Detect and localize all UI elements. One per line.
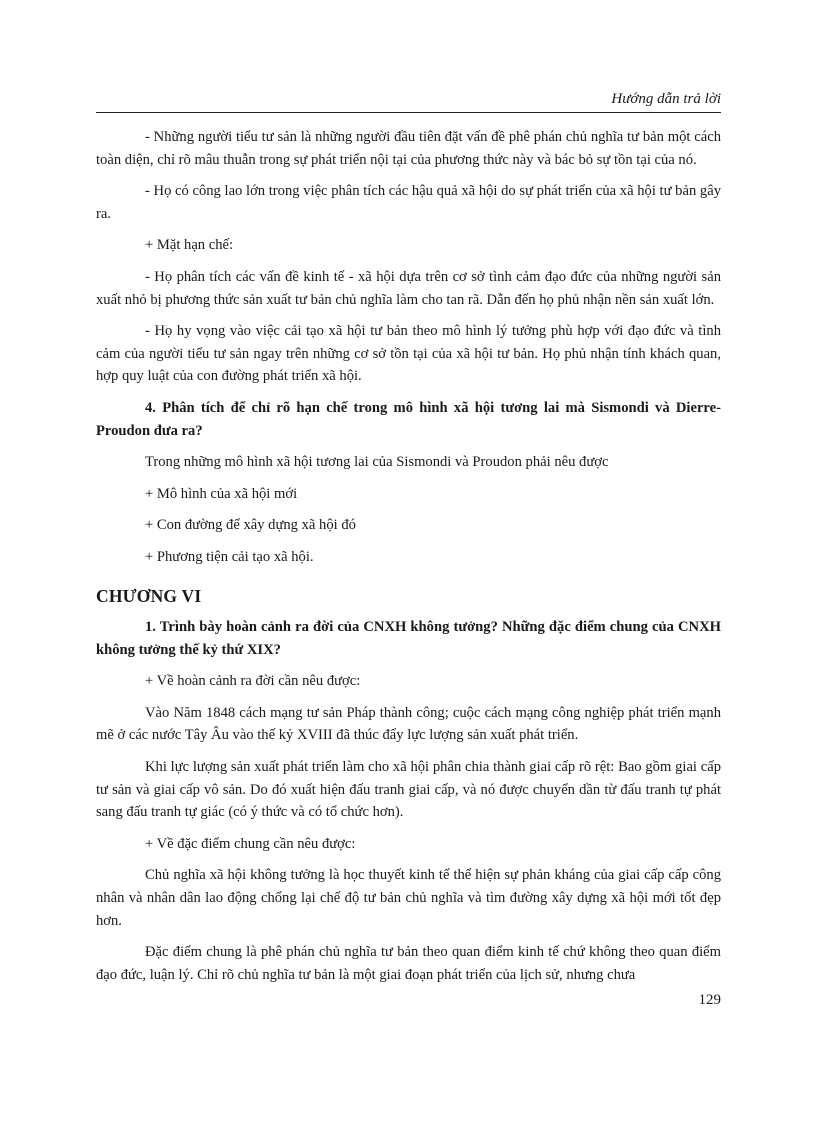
page-number: 129	[698, 992, 721, 1008]
list-item: + Mô hình của xã hội mới	[145, 485, 298, 502]
question-heading: 4. Phân tích để chỉ rõ hạn chế trong mô hình xã hội tương lai mà Sismondi và Dierre-Proudon đưa ra?	[96, 399, 721, 439]
paragraph: Chủ nghĩa xã hội không tưởng là học thuyết kinh tế thể hiện sự phản kháng của giai cấp cấp công nhân và nhân dân lao động chống lại chế độ tư bản chủ nghĩa và tìm đường xây dựng xã hội mới tốt đẹp hơn.	[96, 867, 721, 929]
paragraph: + Mặt hạn chế:	[145, 237, 234, 254]
paragraph: Trong những mô hình xã hội tương lai của Sismondi và Proudon phải nêu được	[145, 454, 609, 471]
paragraph: Khi lực lượng sản xuất phát triển làm cho xã hội phân chia thành giai cấp rõ rệt: Bao gồm giai cấp tư sản và giai cấp vô sản. Do đó xuất hiện đấu tranh giai cấp, và nó được chuyển dần từ đấu tranh tự phát sang đấu tranh tự giác (có ý thức và có tổ chức hơn).	[96, 759, 721, 821]
paragraph: - Họ phân tích các vấn đề kinh tế - xã hội dựa trên cơ sở tình cảm đạo đức của những người sản xuất nhỏ bị phương thức sản xuất tư bản chủ nghĩa làm cho tan rã. Dẫn đến họ phủ nhận nền sản xuất lớn.	[96, 268, 721, 308]
page-body	[96, 126, 721, 994]
header-divider	[96, 112, 721, 113]
question-heading: 1. Trình bày hoàn cảnh ra đời của CNXH không tưởng? Những đặc điểm chung của CNXH không tưởng thế kỷ thứ XIX?	[96, 619, 721, 658]
paragraph: - Những người tiểu tư sản là những người đầu tiên đặt vấn đề phê phán chủ nghĩa tư bản một cách toàn diện, chỉ rõ mâu thuẫn trong sự phát triển nội tại của phương thức này và bác bỏ sự tồn tại của nó.	[96, 129, 721, 168]
running-header: Hướng dẫn trả lời	[611, 91, 721, 107]
list-item: + Con đường để xây dựng xã hội đó	[145, 517, 356, 534]
list-item: + Phương tiện cải tạo xã hội.	[145, 548, 314, 565]
paragraph: - Họ hy vọng vào việc cải tạo xã hội tư bản theo mô hình lý tưởng phù hợp với đạo đức và tình cảm của người tiểu tư sản ngay trên những cơ sở tồn tại của xã hội tư bản. Họ phủ nhận tính khách quan, hợp quy luật của con đường phát triển xã hội.	[96, 323, 721, 385]
chapter-heading: CHƯƠNG VI	[96, 585, 202, 606]
paragraph: Vào Năm 1848 cách mạng tư sản Pháp thành công; cuộc cách mạng công nghiệp phát triển mạnh mẽ ở các nước Tây Âu vào thế kỷ XVIII đã thúc đẩy lực lượng sản xuất phát triển.	[96, 704, 721, 744]
paragraph: - Họ có công lao lớn trong việc phân tích các hậu quả xã hội do sự phát triển của xã hội tư bản gây ra.	[96, 183, 721, 222]
paragraph: + Về hoàn cảnh ra đời cần nêu được:	[145, 673, 361, 690]
paragraph: Đặc điểm chung là phê phán chủ nghĩa tư bản theo quan điểm kinh tế chứ không theo quan điểm đạo đức, luận lý. Chỉ rõ chủ nghĩa tư bản là một giai đoạn phát triển của lịch sử, nhưng chưa	[96, 944, 721, 983]
paragraph: + Về đặc điểm chung cần nêu được:	[145, 835, 356, 852]
